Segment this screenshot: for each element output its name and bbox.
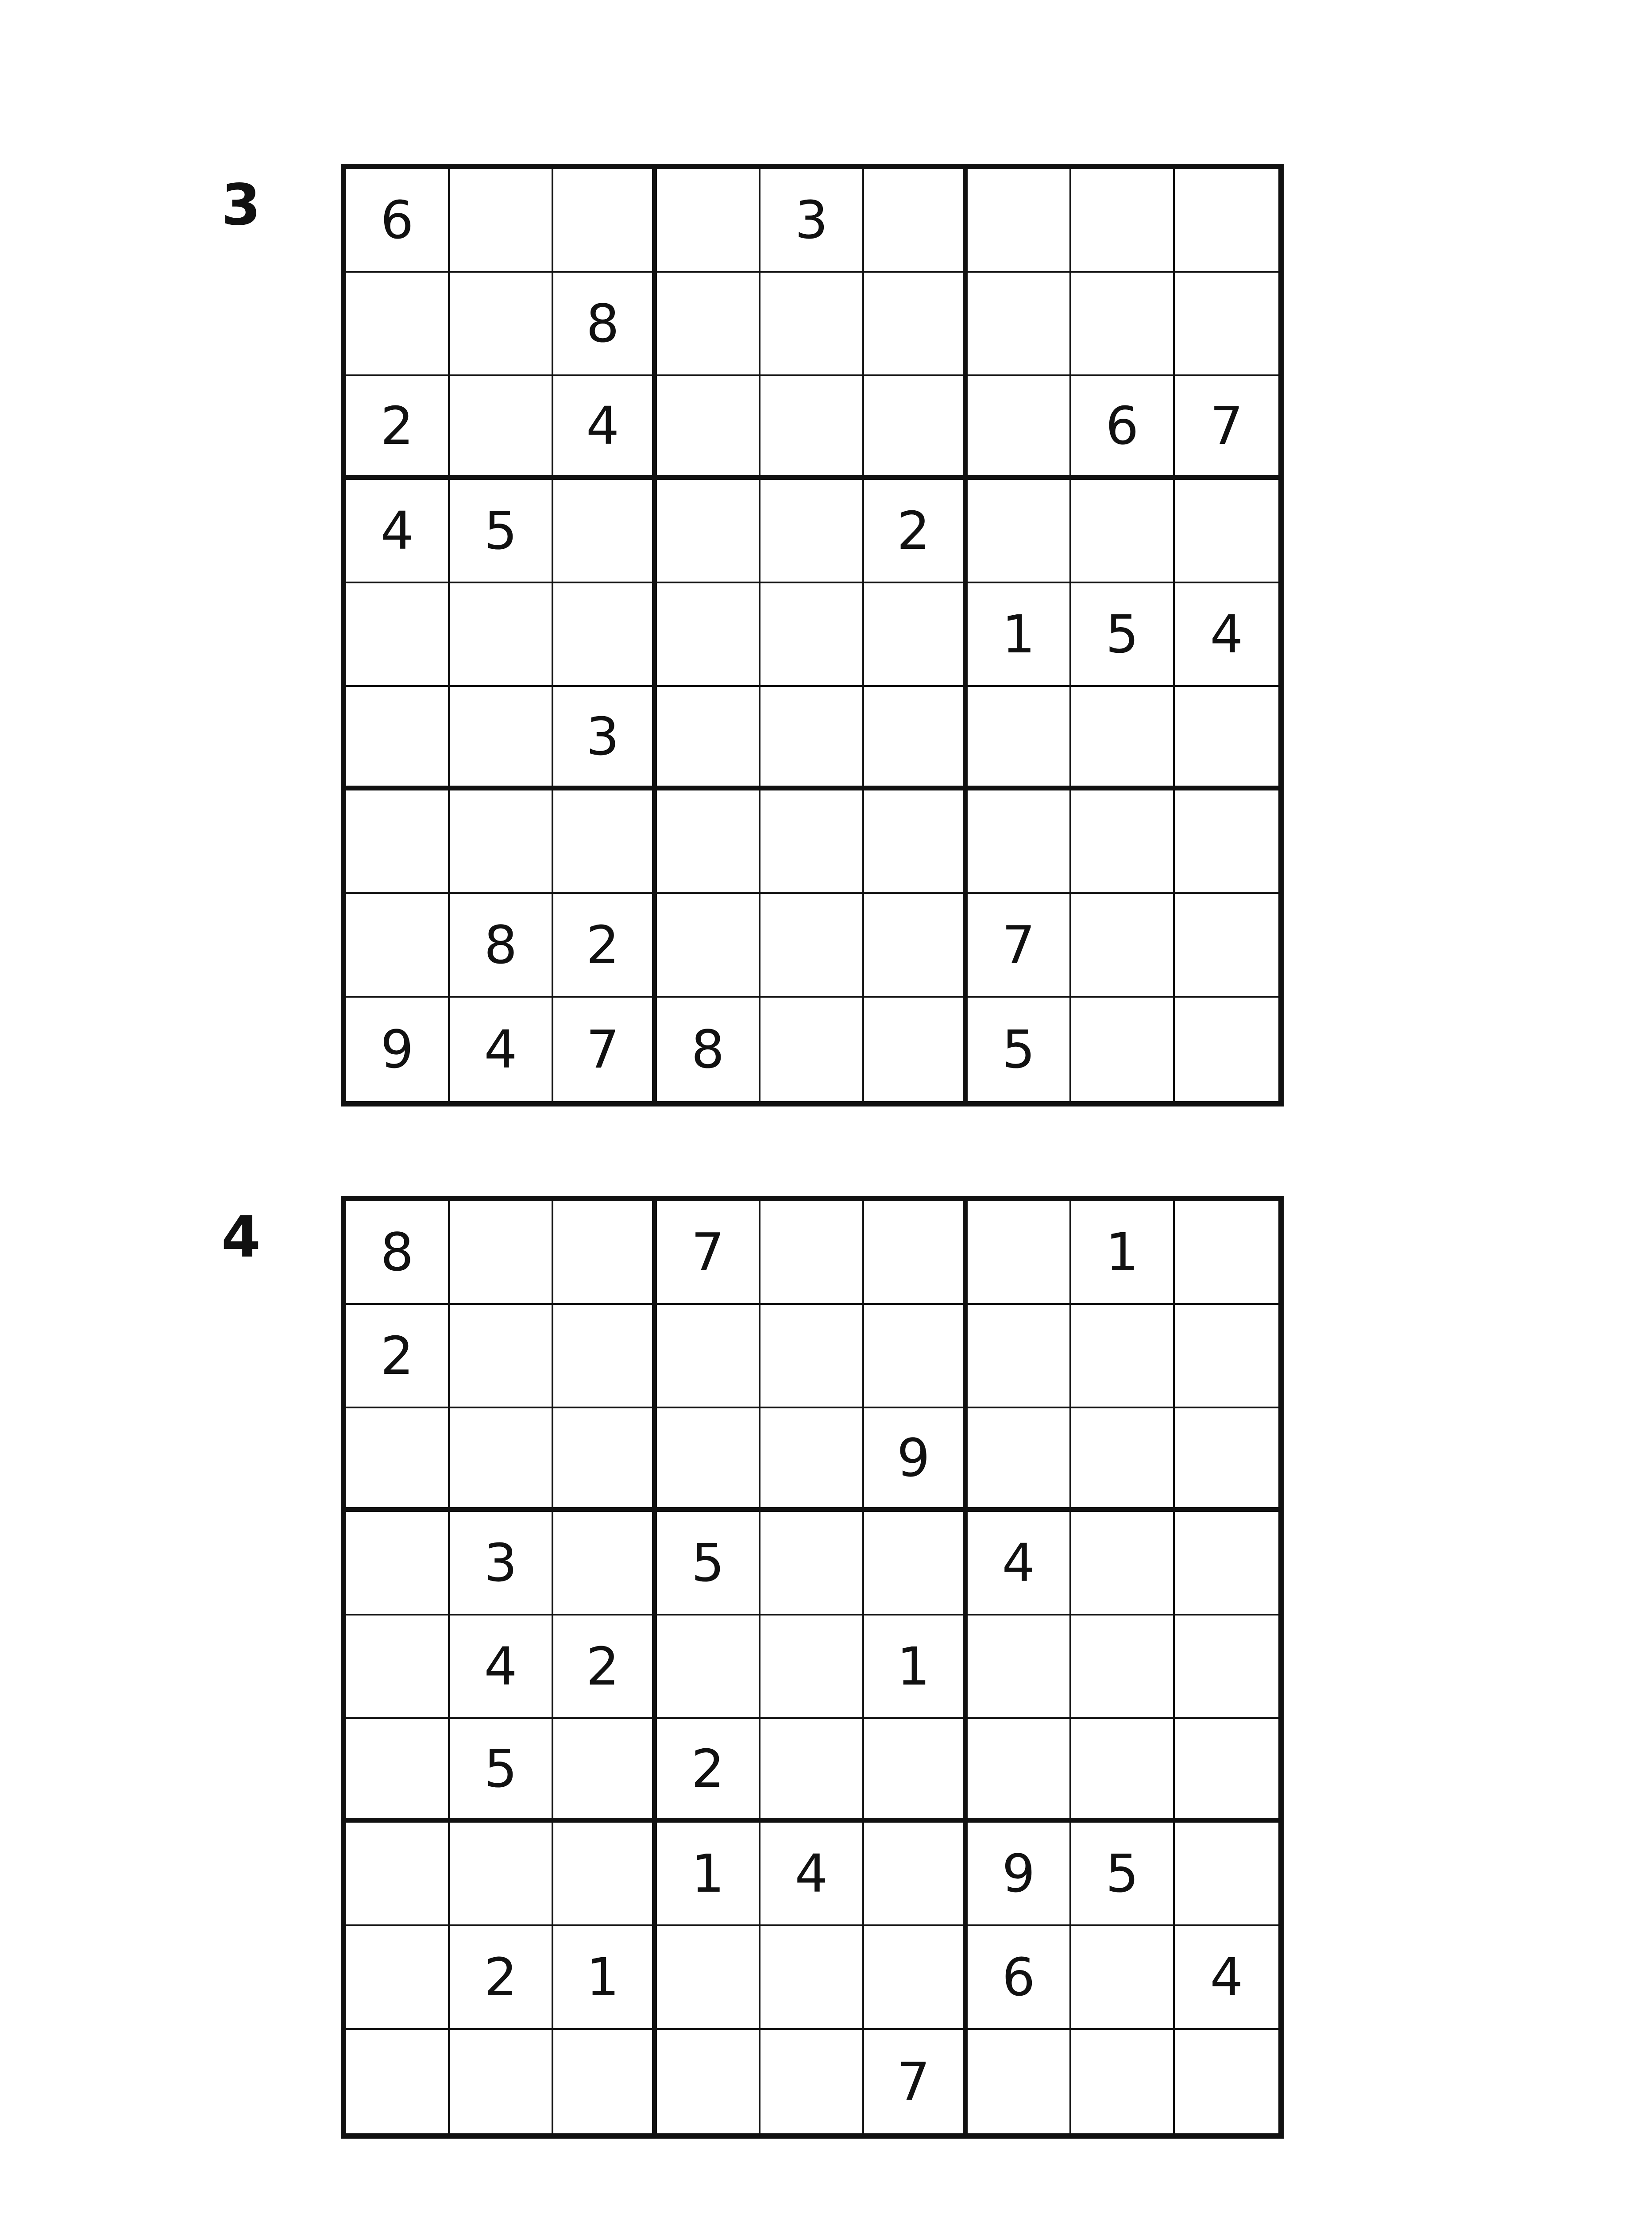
- sudoku-cell-r7-c7[interactable]: [968, 790, 1071, 894]
- sudoku-cell-r3-c8[interactable]: 6: [1071, 376, 1175, 480]
- sudoku-cell-r7-c9[interactable]: [1175, 790, 1278, 894]
- sudoku-cell-r5-c7[interactable]: 1: [968, 583, 1071, 687]
- sudoku-cell-r6-c2[interactable]: 5: [450, 1719, 553, 1823]
- sudoku-cell-r3-c3[interactable]: 4: [553, 376, 657, 480]
- sudoku-cell-r5-c5[interactable]: [760, 583, 864, 687]
- sudoku-cell-r1-c3[interactable]: [553, 169, 657, 273]
- sudoku-cell-r6-c7[interactable]: [968, 1719, 1071, 1823]
- sudoku-cell-r7-c7[interactable]: 9: [968, 1823, 1071, 1926]
- sudoku-cell-r1-c2[interactable]: [450, 1201, 553, 1305]
- sudoku-cell-r6-c4[interactable]: 2: [657, 1719, 760, 1823]
- sudoku-grid: [341, 1196, 1284, 2139]
- sudoku-cell-r4-c1[interactable]: 4: [346, 480, 450, 583]
- sudoku-cell-r2-c1[interactable]: 2: [346, 1305, 450, 1408]
- sudoku-cell-r5-c3[interactable]: 2: [553, 1615, 657, 1719]
- sudoku-cell-r5-c2[interactable]: 4: [450, 1615, 553, 1719]
- sudoku-cell-r5-c5[interactable]: [760, 1615, 864, 1719]
- sudoku-cell-r6-c5[interactable]: [760, 687, 864, 790]
- sudoku-grid: [341, 164, 1284, 1106]
- sudoku-cell-r3-c5[interactable]: [760, 1408, 864, 1512]
- sudoku-cell-r6-c1[interactable]: [346, 1719, 450, 1823]
- sudoku-cell-r8-c9[interactable]: [1175, 894, 1278, 998]
- sudoku-cell-r2-c8[interactable]: [1071, 1305, 1175, 1408]
- sudoku-cell-r2-c6[interactable]: [864, 1305, 968, 1408]
- sudoku-cell-r9-c2[interactable]: [450, 2030, 553, 2133]
- sudoku-cell-r1-c7[interactable]: [968, 1201, 1071, 1305]
- sudoku-cell-r6-c4[interactable]: [657, 687, 760, 790]
- sudoku-cell-r7-c5[interactable]: [760, 790, 864, 894]
- sudoku-cell-r4-c5[interactable]: [760, 480, 864, 583]
- sudoku-cell-r7-c3[interactable]: [553, 790, 657, 894]
- sudoku-cell-r6-c9[interactable]: [1175, 687, 1278, 790]
- sudoku-cell-r1-c3[interactable]: [553, 1201, 657, 1305]
- sudoku-cell-r2-c6[interactable]: [864, 273, 968, 376]
- sudoku-cell-r4-c8[interactable]: [1071, 480, 1175, 583]
- sudoku-cell-r2-c1[interactable]: [346, 273, 450, 376]
- sudoku-cell-r3-c4[interactable]: [657, 1408, 760, 1512]
- sudoku-cell-r7-c4[interactable]: 1: [657, 1823, 760, 1926]
- sudoku-cell-r8-c3[interactable]: 1: [553, 1926, 657, 2030]
- sudoku-cell-r1-c1[interactable]: 6: [346, 169, 450, 273]
- sudoku-cell-r5-c2[interactable]: [450, 583, 553, 687]
- sudoku-cell-r7-c6[interactable]: [864, 790, 968, 894]
- sudoku-cell-r9-c4[interactable]: 8: [657, 998, 760, 1101]
- sudoku-cell-r4-c3[interactable]: [553, 480, 657, 583]
- sudoku-cell-r3-c4[interactable]: [657, 376, 760, 480]
- sudoku-cell-r9-c2[interactable]: 4: [450, 998, 553, 1101]
- sudoku-cell-r5-c4[interactable]: [657, 583, 760, 687]
- sudoku-cell-r7-c1[interactable]: [346, 790, 450, 894]
- sudoku-cell-r2-c7[interactable]: [968, 273, 1071, 376]
- sudoku-cell-r8-c8[interactable]: [1071, 1926, 1175, 2030]
- sudoku-cell-r8-c9[interactable]: 4: [1175, 1926, 1278, 2030]
- sudoku-cell-r1-c5[interactable]: [760, 1201, 864, 1305]
- sudoku-cell-r2-c8[interactable]: [1071, 273, 1175, 376]
- sudoku-cell-r3-c7[interactable]: [968, 1408, 1071, 1512]
- sudoku-cell-r5-c6[interactable]: 1: [864, 1615, 968, 1719]
- sudoku-cell-r8-c7[interactable]: 6: [968, 1926, 1071, 2030]
- sudoku-cell-r2-c4[interactable]: [657, 273, 760, 376]
- sudoku-cell-r1-c8[interactable]: 1: [1071, 1201, 1175, 1305]
- sudoku-cell-r5-c8[interactable]: 5: [1071, 583, 1175, 687]
- sudoku-cell-r9-c7[interactable]: [968, 2030, 1071, 2133]
- sudoku-cell-r2-c9[interactable]: [1175, 273, 1278, 376]
- sudoku-cell-r2-c5[interactable]: [760, 273, 864, 376]
- sudoku-cell-r9-c8[interactable]: [1071, 2030, 1175, 2133]
- sudoku-cell-r6-c8[interactable]: [1071, 687, 1175, 790]
- sudoku-cell-r3-c8[interactable]: [1071, 1408, 1175, 1512]
- sudoku-cell-r5-c1[interactable]: [346, 1615, 450, 1719]
- sudoku-cell-r4-c6[interactable]: 2: [864, 480, 968, 583]
- sudoku-cell-r6-c8[interactable]: [1071, 1719, 1175, 1823]
- sudoku-cell-r9-c9[interactable]: [1175, 998, 1278, 1101]
- sudoku-cell-r1-c6[interactable]: [864, 169, 968, 273]
- sudoku-cell-r4-c7[interactable]: [968, 480, 1071, 583]
- sudoku-cell-r1-c1[interactable]: 8: [346, 1201, 450, 1305]
- puzzle-number: 4: [221, 1204, 261, 1270]
- sudoku-cell-r6-c9[interactable]: [1175, 1719, 1278, 1823]
- sudoku-cell-r6-c7[interactable]: [968, 687, 1071, 790]
- sudoku-cell-r2-c2[interactable]: [450, 273, 553, 376]
- sudoku-cell-r1-c2[interactable]: [450, 169, 553, 273]
- sudoku-cell-r5-c8[interactable]: [1071, 1615, 1175, 1719]
- sudoku-cell-r9-c3[interactable]: 7: [553, 998, 657, 1101]
- sudoku-cell-r4-c4[interactable]: 5: [657, 1512, 760, 1615]
- sudoku-cell-r3-c7[interactable]: [968, 376, 1071, 480]
- sudoku-cell-r8-c3[interactable]: 2: [553, 894, 657, 998]
- sudoku-cell-r5-c9[interactable]: 4: [1175, 583, 1278, 687]
- sudoku-cell-r9-c5[interactable]: [760, 2030, 864, 2133]
- sudoku-cell-r7-c2[interactable]: [450, 790, 553, 894]
- sudoku-cell-r7-c9[interactable]: [1175, 1823, 1278, 1926]
- sudoku-cell-r2-c7[interactable]: [968, 1305, 1071, 1408]
- sudoku-cell-r4-c3[interactable]: [553, 1512, 657, 1615]
- sudoku-cell-r1-c6[interactable]: [864, 1201, 968, 1305]
- sudoku-cell-r5-c7[interactable]: [968, 1615, 1071, 1719]
- sudoku-cell-r5-c9[interactable]: [1175, 1615, 1278, 1719]
- sudoku-cell-r3-c2[interactable]: [450, 376, 553, 480]
- sudoku-cell-r8-c2[interactable]: 8: [450, 894, 553, 998]
- sudoku-cell-r6-c2[interactable]: [450, 687, 553, 790]
- sudoku-cell-r3-c1[interactable]: 2: [346, 376, 450, 480]
- sudoku-cell-r2-c3[interactable]: 8: [553, 273, 657, 376]
- sudoku-cell-r7-c1[interactable]: [346, 1823, 450, 1926]
- sudoku-cell-r8-c5[interactable]: [760, 894, 864, 998]
- sudoku-cell-r6-c5[interactable]: [760, 1719, 864, 1823]
- sudoku-cell-r2-c5[interactable]: [760, 1305, 864, 1408]
- sudoku-cell-r4-c9[interactable]: [1175, 1512, 1278, 1615]
- sudoku-cell-r2-c3[interactable]: [553, 1305, 657, 1408]
- sudoku-cell-r8-c4[interactable]: [657, 894, 760, 998]
- sudoku-cell-r9-c7[interactable]: 5: [968, 998, 1071, 1101]
- sudoku-cell-r1-c7[interactable]: [968, 169, 1071, 273]
- sudoku-cell-r1-c8[interactable]: [1071, 169, 1175, 273]
- sudoku-cell-r5-c3[interactable]: [553, 583, 657, 687]
- sudoku-cell-r8-c1[interactable]: [346, 894, 450, 998]
- sudoku-cell-r1-c4[interactable]: [657, 169, 760, 273]
- sudoku-cell-r8-c4[interactable]: [657, 1926, 760, 2030]
- sudoku-cell-r1-c9[interactable]: [1175, 1201, 1278, 1305]
- sudoku-cell-r6-c3[interactable]: [553, 1719, 657, 1823]
- sudoku-cell-r9-c5[interactable]: [760, 998, 864, 1101]
- sudoku-cell-r7-c5[interactable]: 4: [760, 1823, 864, 1926]
- sudoku-cell-r4-c2[interactable]: 5: [450, 480, 553, 583]
- sudoku-cell-r4-c6[interactable]: [864, 1512, 968, 1615]
- sudoku-cell-r4-c1[interactable]: [346, 1512, 450, 1615]
- sudoku-cell-r5-c4[interactable]: [657, 1615, 760, 1719]
- sudoku-cell-r4-c5[interactable]: [760, 1512, 864, 1615]
- sudoku-cell-r4-c7[interactable]: 4: [968, 1512, 1071, 1615]
- sudoku-cell-r2-c4[interactable]: [657, 1305, 760, 1408]
- sudoku-cell-r8-c5[interactable]: [760, 1926, 864, 2030]
- sudoku-cell-r5-c6[interactable]: [864, 583, 968, 687]
- sudoku-cell-r4-c9[interactable]: [1175, 480, 1278, 583]
- sudoku-cell-r1-c4[interactable]: 7: [657, 1201, 760, 1305]
- sudoku-cell-r3-c6[interactable]: [864, 376, 968, 480]
- sudoku-puzzle-4: [0, 1196, 1652, 2161]
- sudoku-cell-r8-c6[interactable]: [864, 1926, 968, 2030]
- sudoku-cell-r4-c2[interactable]: 3: [450, 1512, 553, 1615]
- puzzle-number: 3: [221, 172, 261, 238]
- sudoku-cell-r9-c6[interactable]: 7: [864, 2030, 968, 2133]
- sudoku-cell-r1-c9[interactable]: [1175, 169, 1278, 273]
- sudoku-cell-r9-c8[interactable]: [1071, 998, 1175, 1101]
- sudoku-cell-r8-c2[interactable]: 2: [450, 1926, 553, 2030]
- sudoku-cell-r7-c8[interactable]: [1071, 790, 1175, 894]
- sudoku-cell-r6-c1[interactable]: [346, 687, 450, 790]
- sudoku-cell-r9-c4[interactable]: [657, 2030, 760, 2133]
- sudoku-cell-r6-c3[interactable]: 3: [553, 687, 657, 790]
- sudoku-cell-r6-c6[interactable]: [864, 687, 968, 790]
- sudoku-cell-r7-c4[interactable]: [657, 790, 760, 894]
- sudoku-cell-r7-c3[interactable]: [553, 1823, 657, 1926]
- sudoku-cell-r7-c6[interactable]: [864, 1823, 968, 1926]
- sudoku-cell-r7-c8[interactable]: 5: [1071, 1823, 1175, 1926]
- sudoku-cell-r9-c1[interactable]: [346, 2030, 450, 2133]
- sudoku-cell-r8-c1[interactable]: [346, 1926, 450, 2030]
- sudoku-cell-r8-c7[interactable]: 7: [968, 894, 1071, 998]
- sudoku-cell-r8-c6[interactable]: [864, 894, 968, 998]
- sudoku-cell-r8-c8[interactable]: [1071, 894, 1175, 998]
- sudoku-cell-r1-c5[interactable]: 3: [760, 169, 864, 273]
- sudoku-cell-r3-c2[interactable]: [450, 1408, 553, 1512]
- sudoku-cell-r3-c6[interactable]: 9: [864, 1408, 968, 1512]
- sudoku-cell-r9-c6[interactable]: [864, 998, 968, 1101]
- sudoku-cell-r4-c4[interactable]: [657, 480, 760, 583]
- sudoku-cell-r3-c1[interactable]: [346, 1408, 450, 1512]
- sudoku-cell-r9-c3[interactable]: [553, 2030, 657, 2133]
- sudoku-cell-r3-c9[interactable]: [1175, 1408, 1278, 1512]
- sudoku-cell-r2-c9[interactable]: [1175, 1305, 1278, 1408]
- sudoku-cell-r2-c2[interactable]: [450, 1305, 553, 1408]
- sudoku-cell-r3-c3[interactable]: [553, 1408, 657, 1512]
- sudoku-cell-r7-c2[interactable]: [450, 1823, 553, 1926]
- sudoku-cell-r3-c9[interactable]: 7: [1175, 376, 1278, 480]
- sudoku-cell-r4-c8[interactable]: [1071, 1512, 1175, 1615]
- sudoku-cell-r9-c9[interactable]: [1175, 2030, 1278, 2133]
- sudoku-puzzle-3: [0, 164, 1652, 1129]
- sudoku-cell-r6-c6[interactable]: [864, 1719, 968, 1823]
- sudoku-cell-r9-c1[interactable]: 9: [346, 998, 450, 1101]
- sudoku-cell-r3-c5[interactable]: [760, 376, 864, 480]
- sudoku-cell-r5-c1[interactable]: [346, 583, 450, 687]
